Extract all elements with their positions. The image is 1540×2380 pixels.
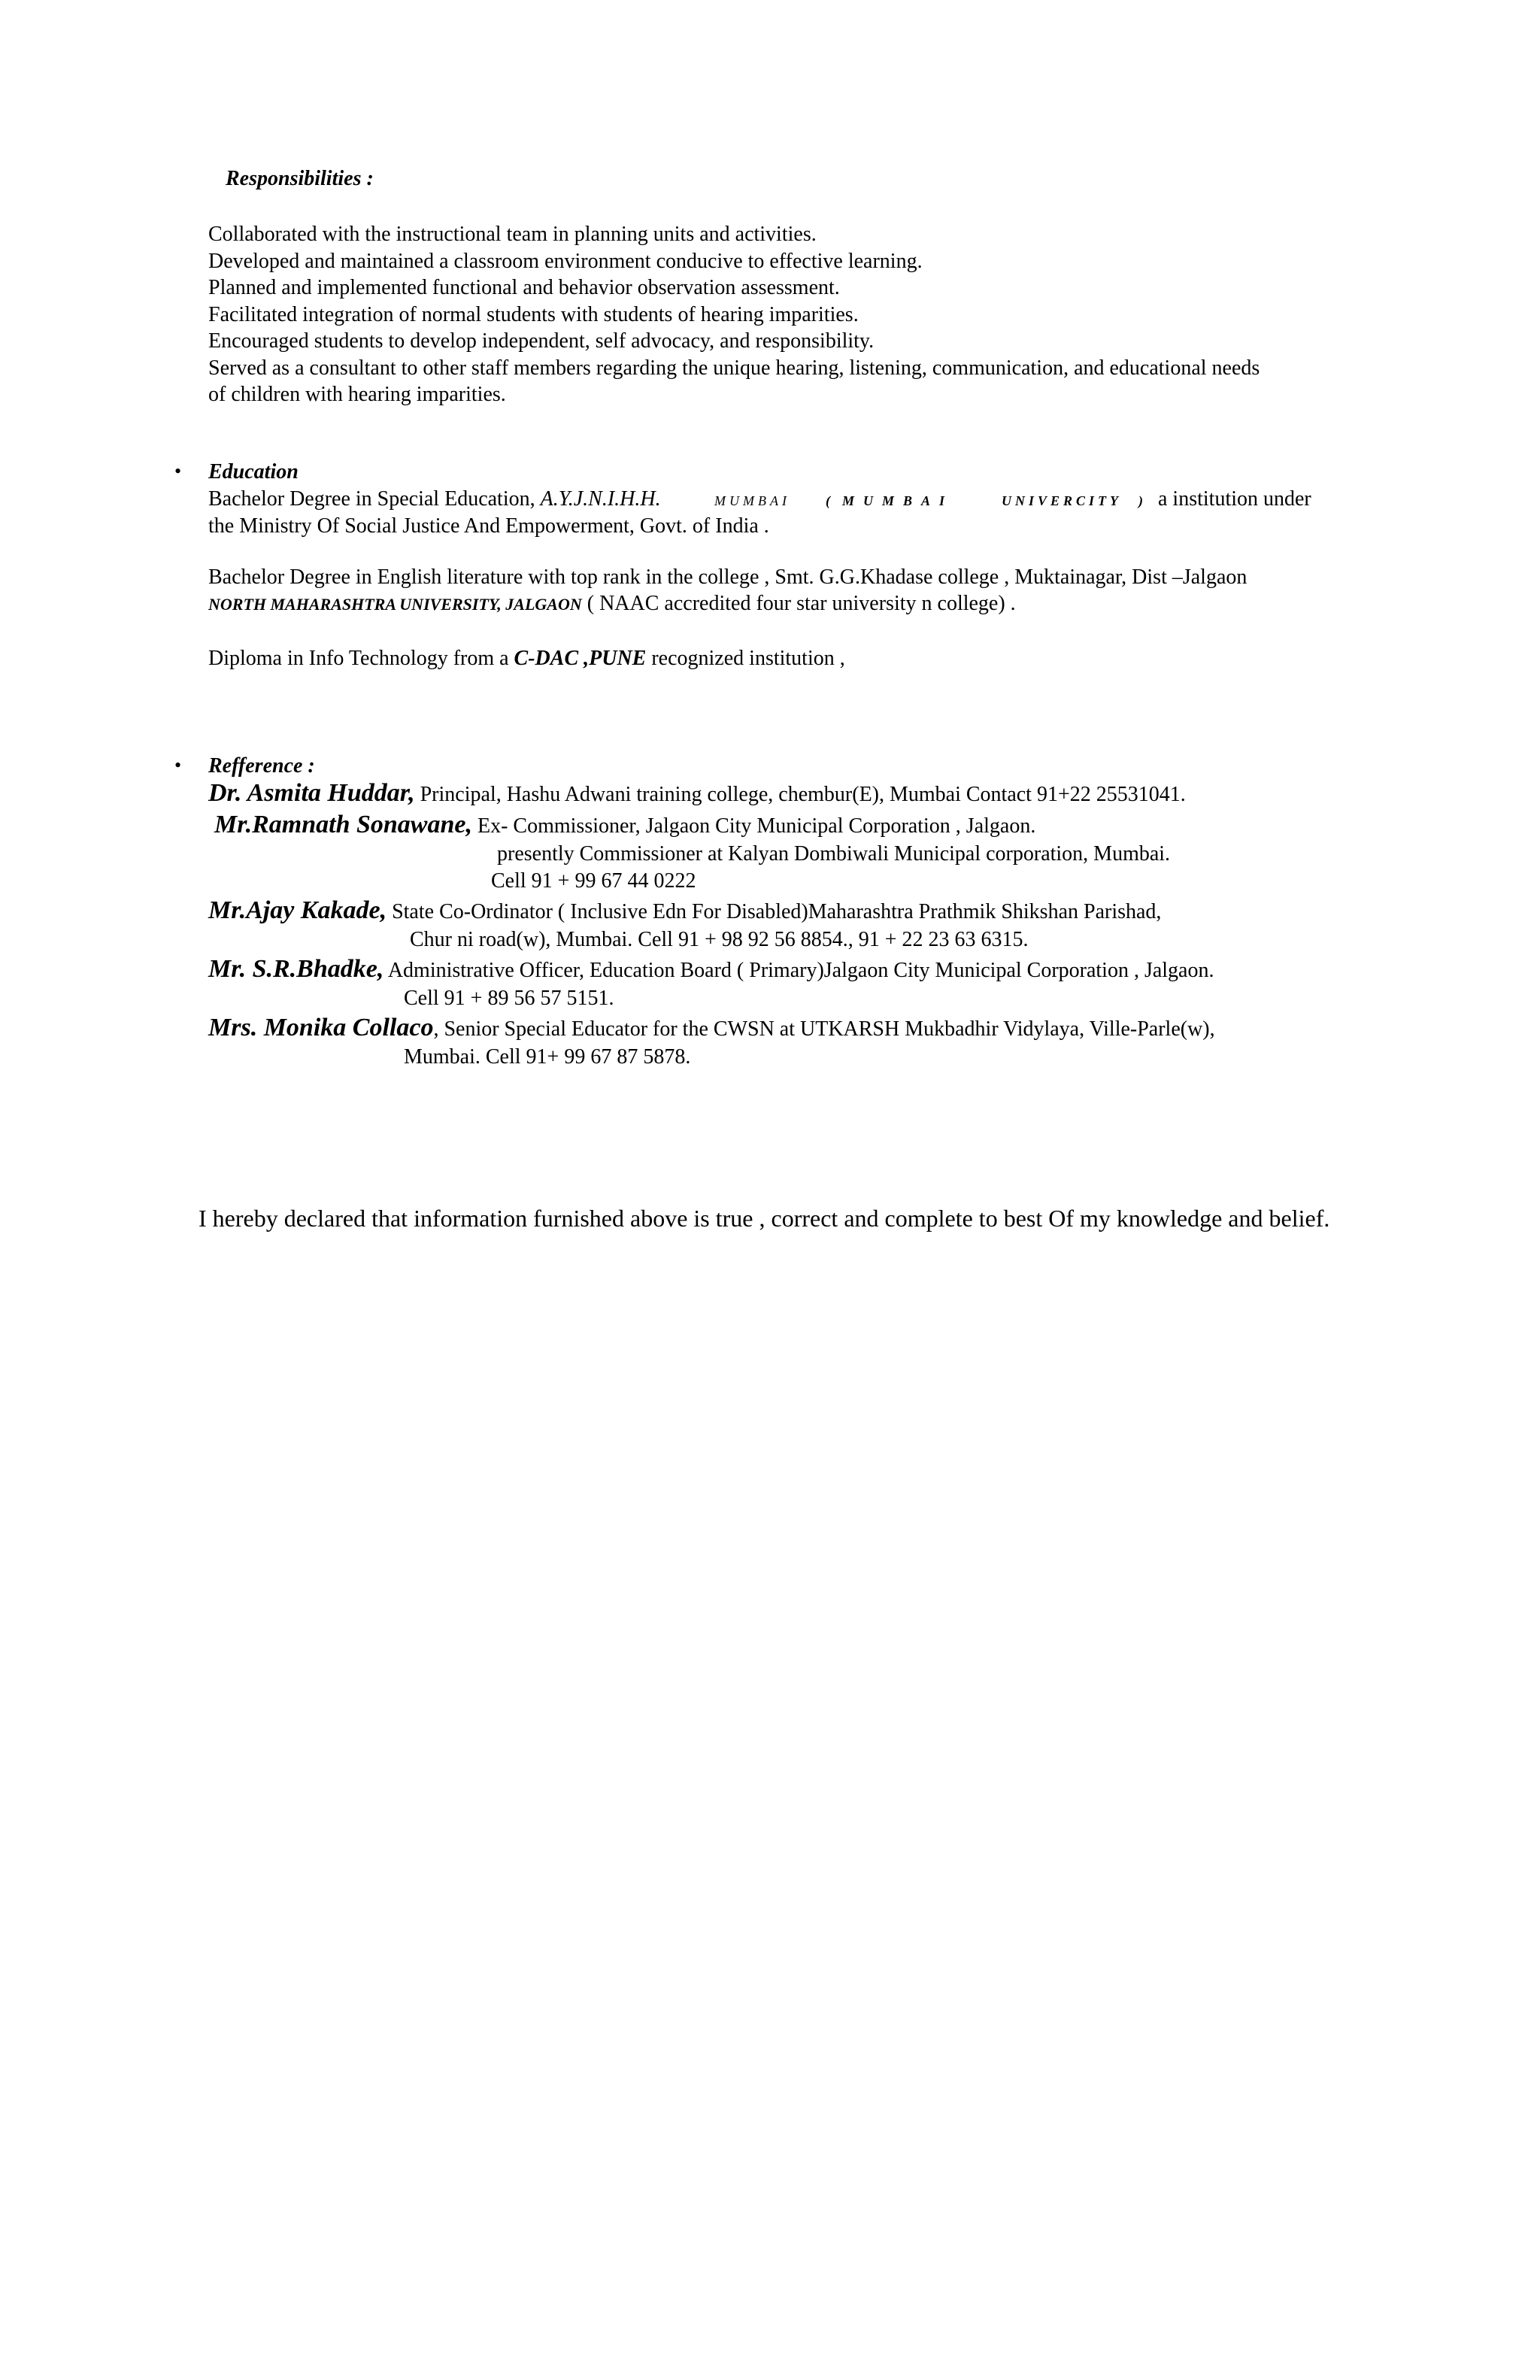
- responsibility-item: of children with hearing imparities.: [208, 383, 506, 406]
- reference-person-2: [214, 811, 1035, 839]
- reference-person-4-line-2: Cell 91 + 89 56 57 5151.: [404, 987, 614, 1010]
- reference-name: Mr. S.R.Bhadke,: [208, 955, 384, 983]
- reference-detail: Administrative Officer, Education Board ( Primary)Jalgaon City Municipal Corporation , Jalgaon.: [383, 959, 1214, 982]
- diploma-text: Diploma in Info Technology from a: [208, 647, 514, 670]
- education-entry-3: [208, 647, 845, 671]
- reference-detail: State Co-Ordinator ( Inclusive Edn For Disabled)Maharashtra Prathmik Shikshan Parishad,: [387, 900, 1162, 923]
- education-entry-1-tail: a institution under: [1158, 487, 1311, 511]
- education-bullet: •: [174, 460, 182, 482]
- reference-name: Mr.Ajay Kakade,: [208, 896, 387, 924]
- responsibility-item: Planned and implemented functional and behavior observation assessment.: [208, 276, 840, 299]
- reference-bullet: •: [174, 754, 182, 776]
- paren-close: ): [1138, 493, 1152, 508]
- paren-open: (: [826, 493, 839, 508]
- responsibility-item: Collaborated with the instructional team in planning units and activities.: [208, 223, 817, 246]
- reference-heading: Refference :: [208, 754, 315, 778]
- cdac-name: C-DAC ,PUNE: [514, 647, 647, 670]
- reference-name: Mr.Ramnath Sonawane,: [214, 811, 472, 838]
- education-entry-2-line-1: Bachelor Degree in English literature with top rank in the college , Smt. G.G.Khadase college , Muktainagar, Dist –Jalgaon: [208, 565, 1247, 589]
- responsibility-item: Facilitated integration of normal students with students of hearing imparities.: [208, 302, 859, 326]
- education-entry-2-line-2: [208, 592, 1016, 616]
- reference-detail: , Senior Special Educator for the CWSN at UTKARSH Mukbadhir Vidylaya, Ville-Parle(w),: [433, 1017, 1215, 1041]
- degree-text: Bachelor Degree in Special Education,: [208, 487, 541, 511]
- mumbai-wide: MUMBAI: [842, 493, 954, 508]
- responsibilities-heading: Responsibilities :: [226, 167, 374, 190]
- responsibilities-list: [208, 221, 1260, 408]
- reference-person-3: [208, 896, 1161, 925]
- education-heading: Education: [208, 460, 299, 484]
- reference-person-5-line-2: Mumbai. Cell 91+ 99 67 87 5878.: [404, 1045, 691, 1069]
- responsibility-item: Encouraged students to develop independent, self advocacy, and responsibility.: [208, 329, 875, 353]
- diploma-tail: recognized institution ,: [646, 647, 845, 670]
- reference-person-4: [208, 955, 1214, 984]
- reference-person-2-line-2: presently Commissioner at Kalyan Dombiwali Municipal corporation, Mumbai.: [497, 842, 1171, 866]
- institute-name: A.Y.J.N.I.H.H.: [540, 487, 661, 511]
- reference-name: Mrs. Monika Collaco: [208, 1014, 434, 1041]
- reference-person-3-line-2: Chur ni road(w), Mumbai. Cell 91 + 98 92 56 8854., 91 + 22 23 63 6315.: [410, 928, 1029, 951]
- reference-person-1: [208, 779, 1186, 808]
- mumbai-small: MUMBAI: [714, 493, 790, 508]
- education-entry-1-line-2: the Ministry Of Social Justice And Empowerment, Govt. of India .: [208, 514, 769, 538]
- university-name: NORTH MAHARASHTRA UNIVERSITY, JALGAON: [208, 595, 582, 614]
- reference-detail: Principal, Hashu Adwani training college, chembur(E), Mumbai Contact 91+22 25531041.: [414, 783, 1186, 806]
- education-entry-1-line-1: [208, 487, 661, 511]
- responsibility-item: Served as a consultant to other staff members regarding the unique hearing, listening, communication, and educational needs: [208, 356, 1260, 380]
- reference-name: Dr. Asmita Huddar,: [208, 779, 415, 807]
- reference-person-2-line-3: Cell 91 + 99 67 44 0222: [491, 869, 696, 893]
- univercity: UNIVERCITY: [1002, 493, 1123, 508]
- reference-detail: Ex- Commissioner, Jalgaon City Municipal Corporation , Jalgaon.: [471, 814, 1036, 838]
- responsibility-item: Developed and maintained a classroom environment conducive to effective learning.: [208, 249, 923, 273]
- naac-text: ( NAAC accredited four star university n college) .: [581, 592, 1016, 615]
- declaration-text: I hereby declared that information furnished above is true , correct and complete to best Of my knowledge and belief.: [199, 1205, 1330, 1232]
- reference-person-5: [208, 1014, 1215, 1042]
